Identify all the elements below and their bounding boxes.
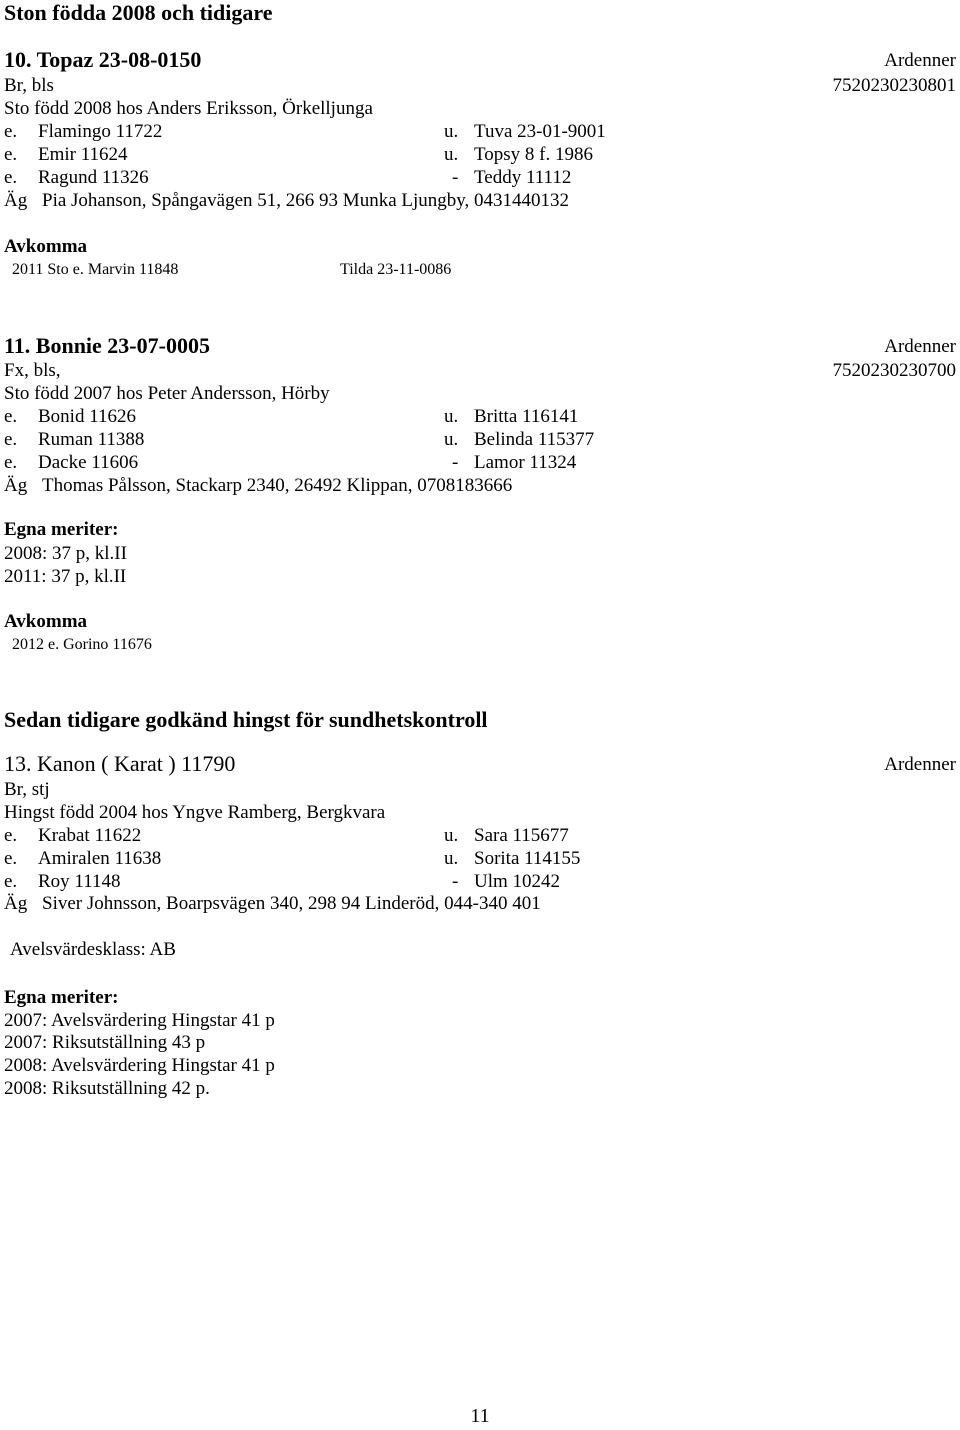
offspring-line: 2012 e. Gorino 11676 <box>12 636 152 653</box>
horse-title: 11. Bonnie 23-07-0005 <box>4 333 210 358</box>
dam-name: Tuva 23-01-9001 <box>474 121 606 142</box>
merit-item: 2008: 37 p, kl.II <box>4 543 127 564</box>
breeding-class: Avelsvärdesklass: AB <box>10 939 176 960</box>
color-markings: Br, stj <box>4 779 50 800</box>
birth-info: Sto född 2008 hos Anders Eriksson, Örkelljunga <box>4 98 373 119</box>
birth-info: Sto född 2007 hos Peter Andersson, Hörby <box>4 383 330 404</box>
dam-name: Teddy 11112 <box>474 167 572 188</box>
breed: Ardenner <box>884 50 956 71</box>
horse-title: 13. Kanon ( Karat ) 11790 <box>4 751 236 776</box>
color-markings: Br, bls <box>4 75 54 96</box>
offspring-line: 2011 Sto e. Marvin 11848 <box>12 261 179 278</box>
dam-name: Topsy 8 f. 1986 <box>474 144 594 165</box>
offspring-label: Avkomma <box>4 611 88 632</box>
sire-prefix: e. <box>4 144 18 165</box>
sire-name: Dacke 11606 <box>38 452 139 473</box>
sire-prefix: e. <box>4 825 18 846</box>
dam-name: Belinda 115377 <box>474 429 595 450</box>
dam-prefix: u. <box>444 848 459 869</box>
offspring-name: Tilda 23-11-0086 <box>340 261 452 278</box>
dam-name: Britta 116141 <box>474 406 579 427</box>
dam-prefix: u. <box>444 121 459 142</box>
page-number: 11 <box>470 1405 490 1427</box>
sire-name: Ruman 11388 <box>38 429 145 450</box>
merit-item: 2007: Riksutställning 43 p <box>4 1032 206 1053</box>
merit-item: 2007: Avelsvärdering Hingstar 41 p <box>4 1010 275 1031</box>
breed: Ardenner <box>884 754 956 775</box>
dam-prefix: - <box>452 871 459 892</box>
sire-prefix: e. <box>4 121 18 142</box>
merits-label: Egna meriter: <box>4 987 119 1008</box>
merit-item: 2011: 37 p, kl.II <box>4 566 127 587</box>
sire-name: Ragund 11326 <box>38 167 149 188</box>
sire-name: Emir 11624 <box>38 144 128 165</box>
dam-prefix: u. <box>444 429 459 450</box>
dam-name: Lamor 11324 <box>474 452 577 473</box>
merit-item: 2008: Riksutställning 42 p. <box>4 1078 210 1099</box>
owner-label: Äg <box>4 190 28 211</box>
birth-info: Hingst född 2004 hos Yngve Ramberg, Bergkvara <box>4 802 386 823</box>
color-markings: Fx, bls, <box>4 360 61 381</box>
dam-prefix: u. <box>444 825 459 846</box>
owner-label: Äg <box>4 475 28 496</box>
owner-label: Äg <box>4 893 28 914</box>
dam-prefix: u. <box>444 144 459 165</box>
sire-name: Krabat 11622 <box>38 825 142 846</box>
registration-id: 7520230230700 <box>832 360 956 381</box>
sire-prefix: e. <box>4 406 18 427</box>
horse-title: 10. Topaz 23-08-0150 <box>4 47 202 72</box>
owner-info: Siver Johnsson, Boarpsvägen 340, 298 94 Linderöd, 044-340 401 <box>42 893 541 914</box>
sire-prefix: e. <box>4 452 18 473</box>
sire-name: Amiralen 11638 <box>38 848 162 869</box>
sire-prefix: e. <box>4 848 18 869</box>
owner-info: Pia Johanson, Spångavägen 51, 266 93 Munka Ljungby, 0431440132 <box>42 190 570 211</box>
dam-prefix: - <box>452 167 459 188</box>
dam-name: Sara 115677 <box>474 825 569 846</box>
merit-item: 2008: Avelsvärdering Hingstar 41 p <box>4 1055 275 1076</box>
owner-info: Thomas Pålsson, Stackarp 2340, 26492 Klippan, 0708183666 <box>42 475 513 496</box>
registration-id: 7520230230801 <box>832 75 956 96</box>
section-heading-stallions: Sedan tidigare godkänd hingst för sundhetskontroll <box>4 707 488 732</box>
sire-prefix: e. <box>4 429 18 450</box>
sire-prefix: e. <box>4 871 18 892</box>
sire-name: Roy 11148 <box>38 871 121 892</box>
merits-label: Egna meriter: <box>4 519 119 540</box>
dam-name: Ulm 10242 <box>474 871 561 892</box>
dam-prefix: - <box>452 452 459 473</box>
sire-prefix: e. <box>4 167 18 188</box>
breed: Ardenner <box>884 336 956 357</box>
dam-prefix: u. <box>444 406 459 427</box>
offspring-label: Avkomma <box>4 236 88 257</box>
section-heading-mares: Ston födda 2008 och tidigare <box>4 0 273 25</box>
sire-name: Bonid 11626 <box>38 406 136 427</box>
dam-name: Sorita 114155 <box>474 848 581 869</box>
sire-name: Flamingo 11722 <box>38 121 163 142</box>
